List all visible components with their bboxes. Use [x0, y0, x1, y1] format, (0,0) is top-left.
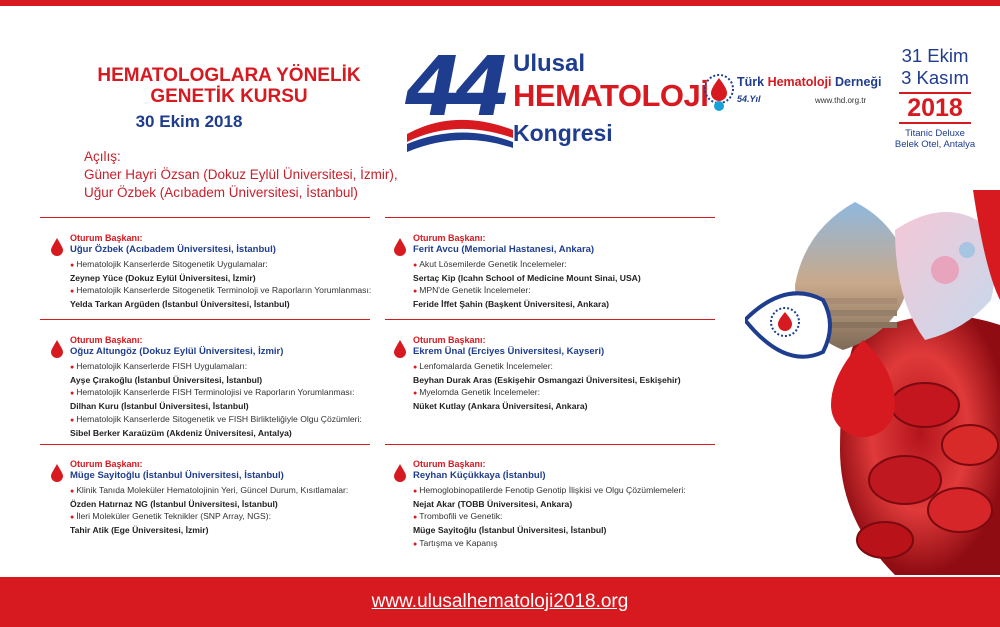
session-1	[70, 232, 371, 311]
divider	[385, 319, 715, 320]
session-speaker: Nejat Akar (TOBB Üniversitesi, Ankara)	[413, 498, 573, 509]
session-4	[413, 334, 681, 413]
blood-drop-icon	[50, 464, 64, 482]
session-chair: Uğur Özbek (Acıbadem Üniversitesi, İstanbul)	[70, 244, 276, 256]
session-speaker: Tahir Atik (Ege Üniversitesi, İzmir)	[70, 525, 209, 536]
event-start: 31 Ekim	[901, 45, 969, 66]
session-speaker: Beyhan Durak Aras (Eskişehir Osmangazi Üniversitesi, Eskişehir)	[413, 374, 681, 385]
event-year: 2018	[899, 92, 971, 124]
session-speaker: Müge Sayitoğlu (İstanbul Üniversitesi, İstanbul)	[413, 525, 607, 536]
opening-line-1: Güner Hayri Özsan (Dokuz Eylül Üniversitesi, İzmir),	[84, 167, 398, 182]
divider	[40, 319, 370, 320]
society-name-highlight: Hematoloji	[767, 75, 832, 89]
session-speaker: Sertaç Kip (Icahn School of Medicine Mount Sinai, USA)	[413, 272, 641, 283]
session-topic: ● Hematolojik Kanserlerde Sitogenetik ve FISH Birlikteliğiyle Olgu Çözümleri:	[70, 413, 362, 427]
divider	[40, 217, 370, 218]
society-url[interactable]: www.thd.org.tr	[815, 96, 867, 105]
session-topic: ● Klinik Tanıda Moleküler Hematolojinin Yeri, Güncel Durum, Kısıtlamalar:	[70, 484, 348, 498]
event-end: 3 Kasım	[901, 67, 969, 88]
session-speaker: Ayşe Çırakoğlu (İstanbul Üniversitesi, İstanbul)	[70, 374, 263, 385]
blood-drop-icon	[393, 238, 407, 256]
session-topic: ● Hematolojik Kanserlerde Sitogenetik Terminoloji ve Raporların Yorumlanması:	[70, 284, 371, 298]
opening-line-2: Uğur Özbek (Acıbadem Üniversitesi, İstanbul)	[84, 185, 358, 200]
session-topic: ● Hematolojik Kanserlerde FISH Terminolojisi ve Raporların Yorumlanması:	[70, 386, 362, 400]
course-title	[69, 65, 389, 107]
session-2	[413, 232, 641, 311]
society-emblem-icon	[703, 72, 735, 112]
session-topic: ● Hematolojik Kanserlerde FISH Uygulamaları:	[70, 360, 362, 374]
session-header: Oturum Başkanı:	[70, 459, 143, 469]
divider	[385, 217, 715, 218]
divider	[40, 444, 370, 445]
session-speaker: Nüket Kutlay (Ankara Üniversitesi, Ankara)	[413, 401, 588, 412]
session-speaker: Zeynep Yüce (Dokuz Eylül Üniversitesi, İzmir)	[70, 272, 256, 283]
congress-logo	[405, 38, 709, 158]
society-name-prefix: Türk	[737, 75, 765, 89]
website-link[interactable]: www.ulusalhematoloji2018.org	[371, 591, 629, 612]
session-header: Oturum Başkanı:	[413, 459, 486, 469]
congress-number: 44	[405, 40, 504, 135]
venue-line2: Belek Otel, Antalya	[894, 139, 976, 150]
session-topic: ● Tartışma ve Kapanış	[413, 537, 686, 551]
course-title-line2: GENETİK KURSU	[150, 86, 308, 107]
society-name-suffix: Derneği	[834, 75, 882, 89]
session-header: Oturum Başkanı:	[70, 233, 143, 243]
session-header: Oturum Başkanı:	[70, 335, 143, 345]
session-header: Oturum Başkanı:	[413, 335, 486, 345]
course-title-line1: HEMATOLOGLARA YÖNELİK	[97, 65, 361, 86]
session-topic: ● İleri Moleküler Genetik Teknikler (SNP Array, NGS):	[70, 510, 348, 524]
congress-line2: HEMATOLOJİ	[513, 78, 709, 113]
opening-block	[84, 148, 398, 202]
session-speaker: Sibel Berker Karaüzüm (Akdeniz Üniversitesi, Antalya)	[70, 428, 292, 439]
blood-drop-icon	[50, 238, 64, 256]
divider	[385, 444, 715, 445]
society-anniversary: 54.Yıl	[737, 94, 761, 104]
society-name	[737, 75, 882, 89]
session-chair: Ferit Avcu (Memorial Hastanesi, Ankara)	[413, 244, 595, 256]
session-topic: ● MPN'de Genetik İncelemeler:	[413, 284, 641, 298]
congress-line3: Kongresi	[513, 120, 613, 146]
top-red-bar	[0, 0, 1000, 6]
congress-line1: Ulusal	[513, 50, 586, 77]
society-logo	[703, 72, 882, 116]
blood-drop-icon	[50, 340, 64, 358]
blood-drop-icon	[393, 340, 407, 358]
opening-label: Açılış:	[84, 149, 121, 164]
session-speaker: Yelda Tarkan Argüden (İstanbul Üniversitesi, İstanbul)	[70, 299, 290, 310]
session-speaker: Dilhan Kuru (İstanbul Üniversitesi, İstanbul)	[70, 401, 249, 412]
session-topic: ● Lenfomalarda Genetik İncelemeler:	[413, 360, 681, 374]
session-speaker: Özden Hatırnaz NG (İstanbul Üniversitesi, İstanbul)	[70, 498, 278, 509]
session-3	[70, 334, 362, 439]
event-date-block	[885, 45, 985, 150]
blood-drop-icon	[393, 464, 407, 482]
session-chair: Reyhan Küçükkaya (İstanbul)	[413, 470, 546, 482]
session-topic: ● Hematolojik Kanserlerde Sitogenetik Uygulamalar:	[70, 258, 371, 272]
session-topic: ● Myelomda Genetik İncelemeler:	[413, 386, 681, 400]
session-speaker: Feride İffet Şahin (Başkent Üniversitesi, Ankara)	[413, 299, 609, 310]
session-chair: Oğuz Altungöz (Dokuz Eylül Üniversitesi, İzmir)	[70, 346, 284, 358]
session-topic: ● Trombofili ve Genetik:	[413, 510, 686, 524]
session-header: Oturum Başkanı:	[413, 233, 486, 243]
session-topic: ● Hemoglobinopatilerde Fenotip Genotip İlişkisi ve Olgu Çözümlemeleri:	[413, 484, 686, 498]
session-topic: ● Akut Lösemilerde Genetik İncelemeler:	[413, 258, 641, 272]
footer-bar	[0, 577, 1000, 627]
session-chair: Müge Sayitoğlu (İstanbul Üniversitesi, İstanbul)	[70, 470, 284, 482]
session-chair: Ekrem Ünal (Erciyes Üniversitesi, Kayseri)	[413, 346, 605, 358]
decorative-artwork	[745, 190, 1000, 575]
course-date: 30 Ekim 2018	[135, 112, 243, 131]
session-6	[413, 458, 686, 551]
venue-line1: Titanic Deluxe	[905, 128, 965, 139]
session-5	[70, 458, 348, 537]
